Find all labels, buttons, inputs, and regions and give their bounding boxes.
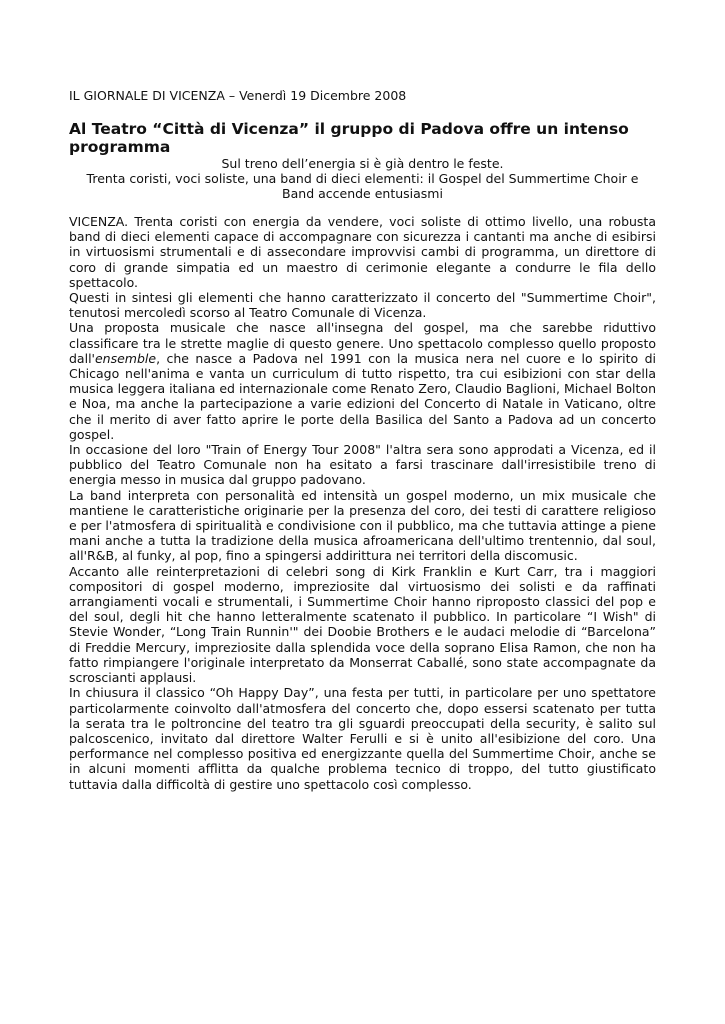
- paragraph-text: Una proposta musicale che nasce all'insegna del gospel, ma che sarebbe riduttivo classificare tra le strette maglie di questo genere. Uno spettacolo complesso quello proposto dall': [69, 320, 656, 366]
- paragraph: VICENZA. Trenta coristi con energia da vendere, voci soliste di ottimo livello, una robusta band di dieci elementi capace di accompagnare con sicurezza i cantanti ma anche di esibirsi in virtuosismi strumentali e di assecondare improvvisi cambi di programma, un direttore di coro di grande simpatia ed un maestro di cerimonie elegante a condurre le fila dello spettacolo.: [69, 214, 656, 290]
- paragraph: Accanto alle reinterpretazioni di celebri song di Kirk Franklin e Kurt Carr, tra i maggiori compositori di gospel moderno, impreziosite dal virtuosismo dei solisti e da raffinati arrangiamenti vocali e strumentali, i Summertime Choir hanno riproposto classici del pop e del soul, degli hit che hanno letteralmente scatenato il pubblico. In particolare “I Wish" di Stevie Wonder, “Long Train Runnin'" dei Doobie Brothers e le audaci melodie di “Barcelona” di Freddie Mercury, impreziosite dalla splendida voce della soprano Elisa Ramon, che non ha fatto rimpiangere l'originale interpretato da Monserrat Caballé, sono state accompagnate da scroscianti applausi.: [69, 563, 656, 686]
- dateline: IL GIORNALE DI VICENZA – Venerdì 19 Dicembre 2008: [69, 88, 407, 103]
- headline: Al Teatro “Città di Vicenza” il gruppo di Padova offre un intenso programma: [69, 120, 629, 156]
- article: [69, 88, 656, 792]
- subheadline: Sul treno dell’energia si è già dentro le feste.: [221, 156, 504, 171]
- paragraph: In chiusura il classico “Oh Happy Day”, una festa per tutti, in particolare per uno spettatore particolarmente coinvolto dall'atmosfera del concerto che, dopo essersi scatenato per tutta la serata tra le poltroncine del teatro tra gli sguardi preoccupati della security, è salito sul palcoscenico, invitato dal direttore Walter Ferulli e si è unito all'esibizione del coro. Una performance nel complesso positiva ed energizzante quella del Summertime Choir, anche se in alcuni momenti afflitta da qualche problema tecnico di troppo, del tutto giustificato tuttavia dalla difficoltà di gestire uno spettacolo così complesso.: [69, 685, 656, 792]
- paragraph-text: , che nasce a Padova nel 1991 con la musica nera nel cuore e lo spirito di Chicago nell'anima e vanta un curriculum di tutto rispetto, tra cui esibizioni con star della musica leggera italiana ed internazionale come Renato Zero, Claudio Baglioni, Michael Bolton e Noa, ma anche la partecipazione a varie edizioni del Concerto di Natale in Vaticano, oltre che il merito di aver fatto aprire le porte della Basilica del Santo a Padova ad un concerto gospel.: [69, 350, 656, 442]
- italic-term: ensemble: [94, 350, 157, 366]
- paragraph: Questi in sintesi gli elementi che hanno caratterizzato il concerto del "Summertime Choir", tenutosi mercoledì scorso al Teatro Comunale di Vicenza.: [69, 290, 656, 321]
- paragraph: [69, 320, 656, 442]
- paragraph: In occasione del loro "Train of Energy Tour 2008" l'altra sera sono approdati a Vicenza, ed il pubblico del Teatro Comunale non ha esitato a farsi trascinare dall'irresistibile treno di energia messo in musica dal gruppo padovano.: [69, 442, 656, 488]
- paragraph: La band interpreta con personalità ed intensità un gospel moderno, un mix musicale che mantiene le caratteristiche originarie per la presenza del coro, dei testi di carattere religioso e per l'atmosfera di spiritualità e condivisione con il pubblico, ma che tuttavia attinge a piene mani anche a tutta la tradizione della musica afroamericana dell'ultimo trentennio, dal soul, all'R&B, al funky, al pop, fino a spingersi addirittura nei territori della discomusic.: [69, 487, 656, 564]
- subheadline-secondary: Trenta coristi, voci soliste, una band di dieci elementi: il Gospel del Summertime Choir e Band accende entusiasmi: [86, 171, 639, 201]
- article-body: [69, 214, 656, 792]
